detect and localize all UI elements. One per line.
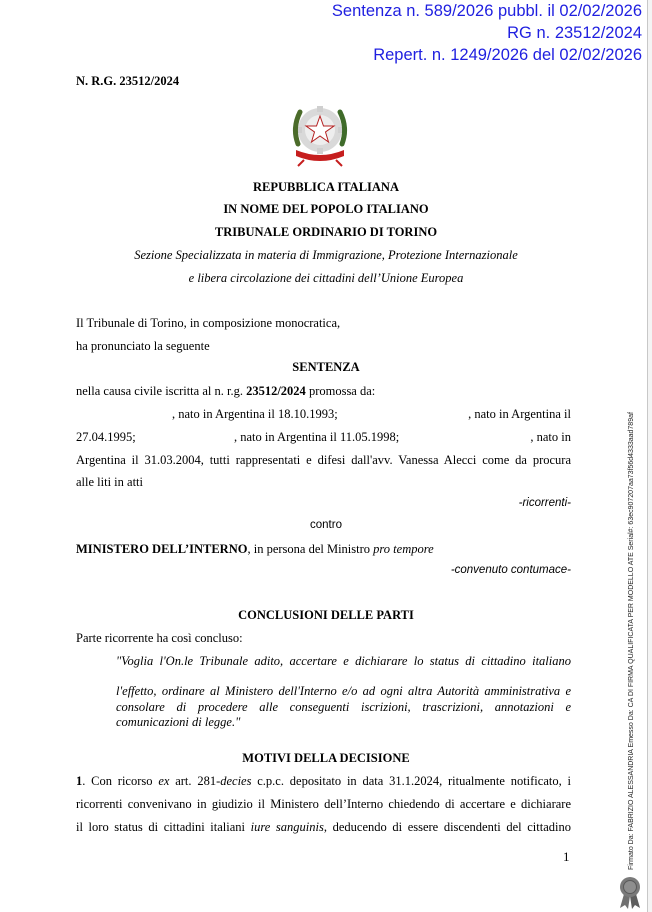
- defendant-line: MINISTERO DELL’INTERNO, in persona del Ministro pro tempore: [76, 542, 434, 556]
- plaintiffs-role: -ricorrenti-: [518, 497, 571, 509]
- conclusions-heading: CONCLUSIONI DELLE PARTI: [238, 608, 414, 622]
- case-number: 23512/2024: [246, 384, 306, 398]
- defendant-role: -convenuto contumace-: [450, 564, 571, 576]
- motivi-heading: MOTIVI DELLA DECISIONE: [242, 751, 410, 765]
- italian-republic-emblem-icon: [290, 100, 350, 170]
- sentence-heading: SENTENZA: [292, 360, 360, 374]
- conclusions-intro: Parte ricorrente ha così concluso:: [76, 631, 243, 645]
- motivi-line-2: ricorrenti convenivano in giudizio il Ministero dell’Interno chiedendo di accertare e dichiarare: [76, 797, 571, 811]
- page-number: 1: [563, 849, 570, 864]
- people-title: IN NOME DEL POPOLO ITALIANO: [223, 202, 429, 216]
- page-border: [647, 0, 652, 912]
- section-line-1: Sezione Specializzata in materia di Immigrazione, Protezione Internazionale: [134, 248, 518, 262]
- contro-label: contro: [310, 519, 342, 531]
- digital-signature-text: Firmato Da: FABRIZIO ALESSANDRIA Emesso Da: CA DI FIRMA QUALIFICATA PER MODELLO ATE Serial#: 63ec907207aa73f56d4333aad789af: [628, 412, 635, 870]
- party-line-3: Argentina il 31.03.2004, tutti rappresentati e difesi dall'avv. Vanessa Alecci come da procura: [76, 453, 571, 467]
- conclusions-quote-2: l'effetto, ordinare al Ministero dell'Interno e/o ad ogni altra Autorità amministrativa e consolare di procedere alle conseguenti iscrizioni, trascrizioni, annotazioni e comunicazioni di legge.": [116, 684, 571, 729]
- republic-title: REPUBBLICA ITALIANA: [253, 180, 399, 194]
- rg-number: N. R.G. 23512/2024: [76, 74, 180, 88]
- party-line-4: alle liti in atti: [76, 475, 143, 489]
- conclusions-quote-1: "Voglia l'On.le Tribunale adito, accertare e dichiarare lo status di cittadino italiano: [116, 654, 571, 668]
- intro-line-1: Il Tribunale di Torino, in composizione monocratica,: [76, 316, 341, 330]
- court-title: TRIBUNALE ORDINARIO DI TORINO: [214, 225, 438, 239]
- sentence-stamp-line: Sentenza n. 589/2026 pubbl. il 02/02/2026: [331, 2, 642, 20]
- intro-line-2: ha pronunciato la seguente: [76, 339, 210, 353]
- section-line-2: e libera circolazione dei cittadini dell’Unione Europea: [188, 271, 464, 285]
- repert-stamp-line: Repert. n. 1249/2026 del 02/02/2026: [373, 46, 642, 64]
- motivi-line-3: il loro status di cittadini italiani iure sanguinis, deducendo di essere discendenti del cittadino: [76, 820, 572, 834]
- rg-stamp-line: RG n. 23512/2024: [507, 24, 642, 42]
- signature-seal-icon: [617, 876, 643, 910]
- case-line: nella causa civile iscritta al n. r.g. 23512/2024 promossa da:: [76, 384, 376, 398]
- motivi-line-1: 1. Con ricorso ex art. 281-decies c.p.c. depositato in data 31.1.2024, ritualmente notificato, i: [76, 774, 571, 788]
